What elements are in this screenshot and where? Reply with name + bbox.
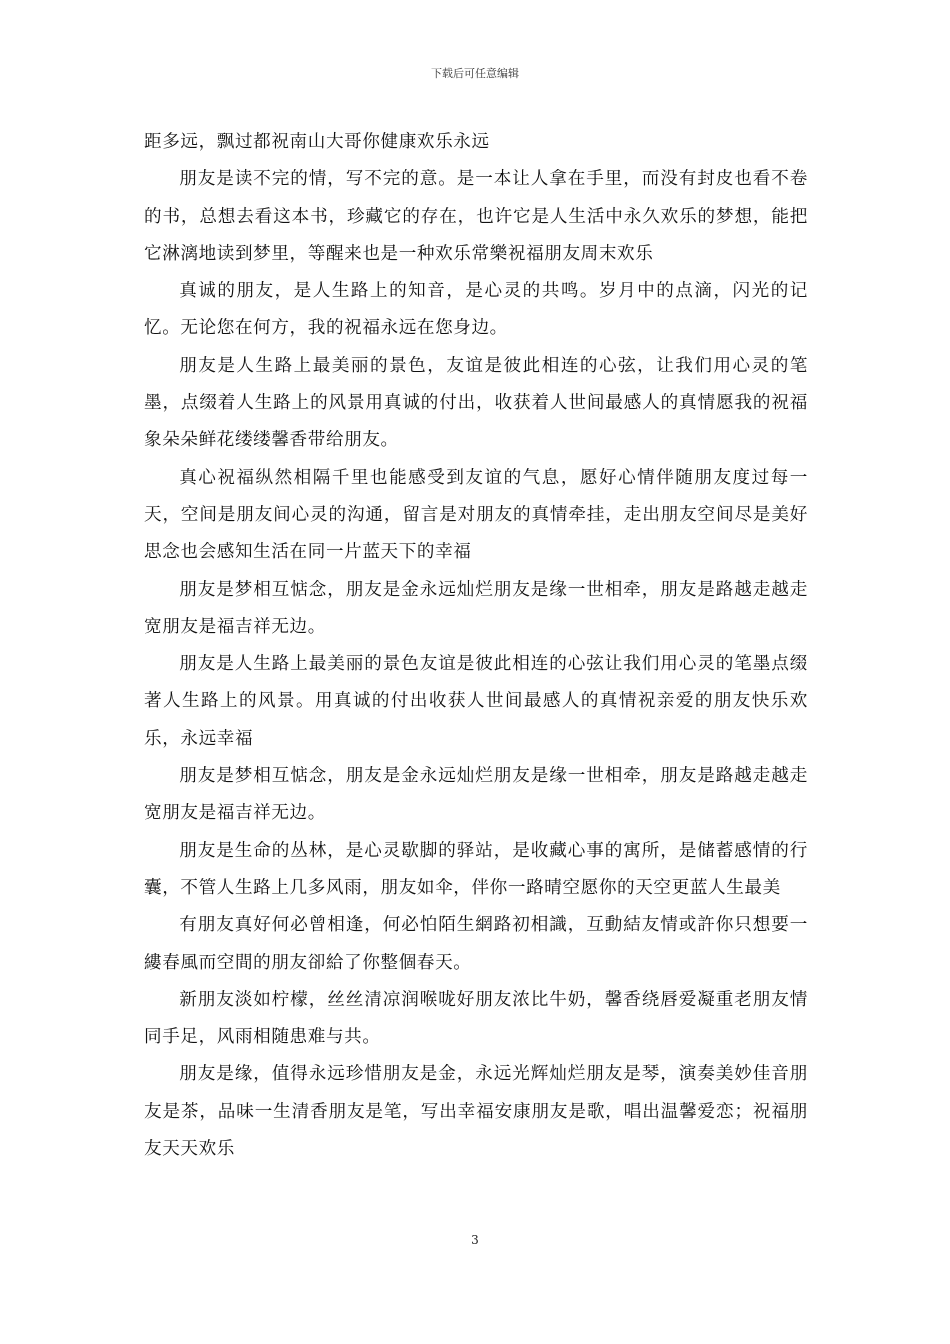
document-body bbox=[144, 124, 808, 1168]
paragraph: 朋友是生命的丛林，是心灵歇脚的驿站，是收藏心事的寓所，是储蓄感情的行囊，不管人生路上几多风雨，朋友如伞，伴你一路晴空愿你的天空更蓝人生最美 bbox=[144, 840, 808, 898]
paragraph: 朋友是读不完的情，写不完的意。是一本让人拿在手里，而没有封皮也看不卷的书，总想去看这本书，珍藏它的存在，也许它是人生活中永久欢乐的梦想，能把它淋漓地读到梦里，等醒来也是一种欢乐常樂祝福朋友周末欢乐 bbox=[144, 169, 808, 264]
paragraph: 朋友是梦相互惦念，朋友是金永远灿烂朋友是缘一世相牵，朋友是路越走越走宽朋友是福吉祥无边。 bbox=[144, 766, 808, 824]
paragraph: 朋友是缘，值得永远珍惜朋友是金，永远光辉灿烂朋友是琴，演奏美妙佳音朋友是茶，品味一生清香朋友是笔，写出幸福安康朋友是歌，唱出温馨爱恋；祝福朋友天天欢乐 bbox=[144, 1064, 808, 1160]
paragraph: 朋友是梦相互惦念，朋友是金永远灿烂朋友是缘一世相牵，朋友是路越走越走宽朋友是福吉祥无边。 bbox=[144, 579, 808, 637]
paragraph: 朋友是人生路上最美丽的景色友谊是彼此相连的心弦让我们用心灵的笔墨点缀著人生路上的风景。用真诚的付出收获人世间最感人的真情祝亲爱的朋友快乐欢乐，永远幸福 bbox=[144, 654, 808, 749]
paragraph: 新朋友淡如柠檬，丝丝清凉润喉咙好朋友浓比牛奶，馨香绕唇爱凝重老朋友情同手足，风雨相随患难与共。 bbox=[144, 989, 808, 1048]
paragraph: 真诚的朋友，是人生路上的知音，是心灵的共鸣。岁月中的点滴，闪光的记忆。无论您在何方，我的祝福永远在您身边。 bbox=[144, 281, 808, 339]
page-header-note: 下载后可任意编辑 bbox=[431, 67, 519, 80]
paragraph: 朋友是人生路上最美丽的景色，友谊是彼此相连的心弦，让我们用心灵的笔墨，点缀着人生路上的风景用真诚的付出，收获着人世间最感人的真情愿我的祝福象朵朵鲜花缕缕馨香带给朋友。 bbox=[144, 355, 808, 451]
paragraph: 有朋友真好何必曾相逢，何必怕陌生網路初相識，互動結友情或許你只想要一縷春風而空間的朋友卻給了你整個春天。 bbox=[144, 915, 808, 973]
paragraph: 真心祝福纵然相隔千里也能感受到友谊的气息，愿好心情伴随朋友度过每一天，空间是朋友间心灵的沟通，留言是对朋友的真情牵挂，走出朋友空间尽是美好思念也会感知生活在同一片蓝天下的幸福 bbox=[144, 467, 808, 563]
page-number: 3 bbox=[471, 1233, 479, 1247]
paragraph-continuation: 距多远，飘过都祝南山大哥你健康欢乐永远 bbox=[144, 132, 490, 152]
